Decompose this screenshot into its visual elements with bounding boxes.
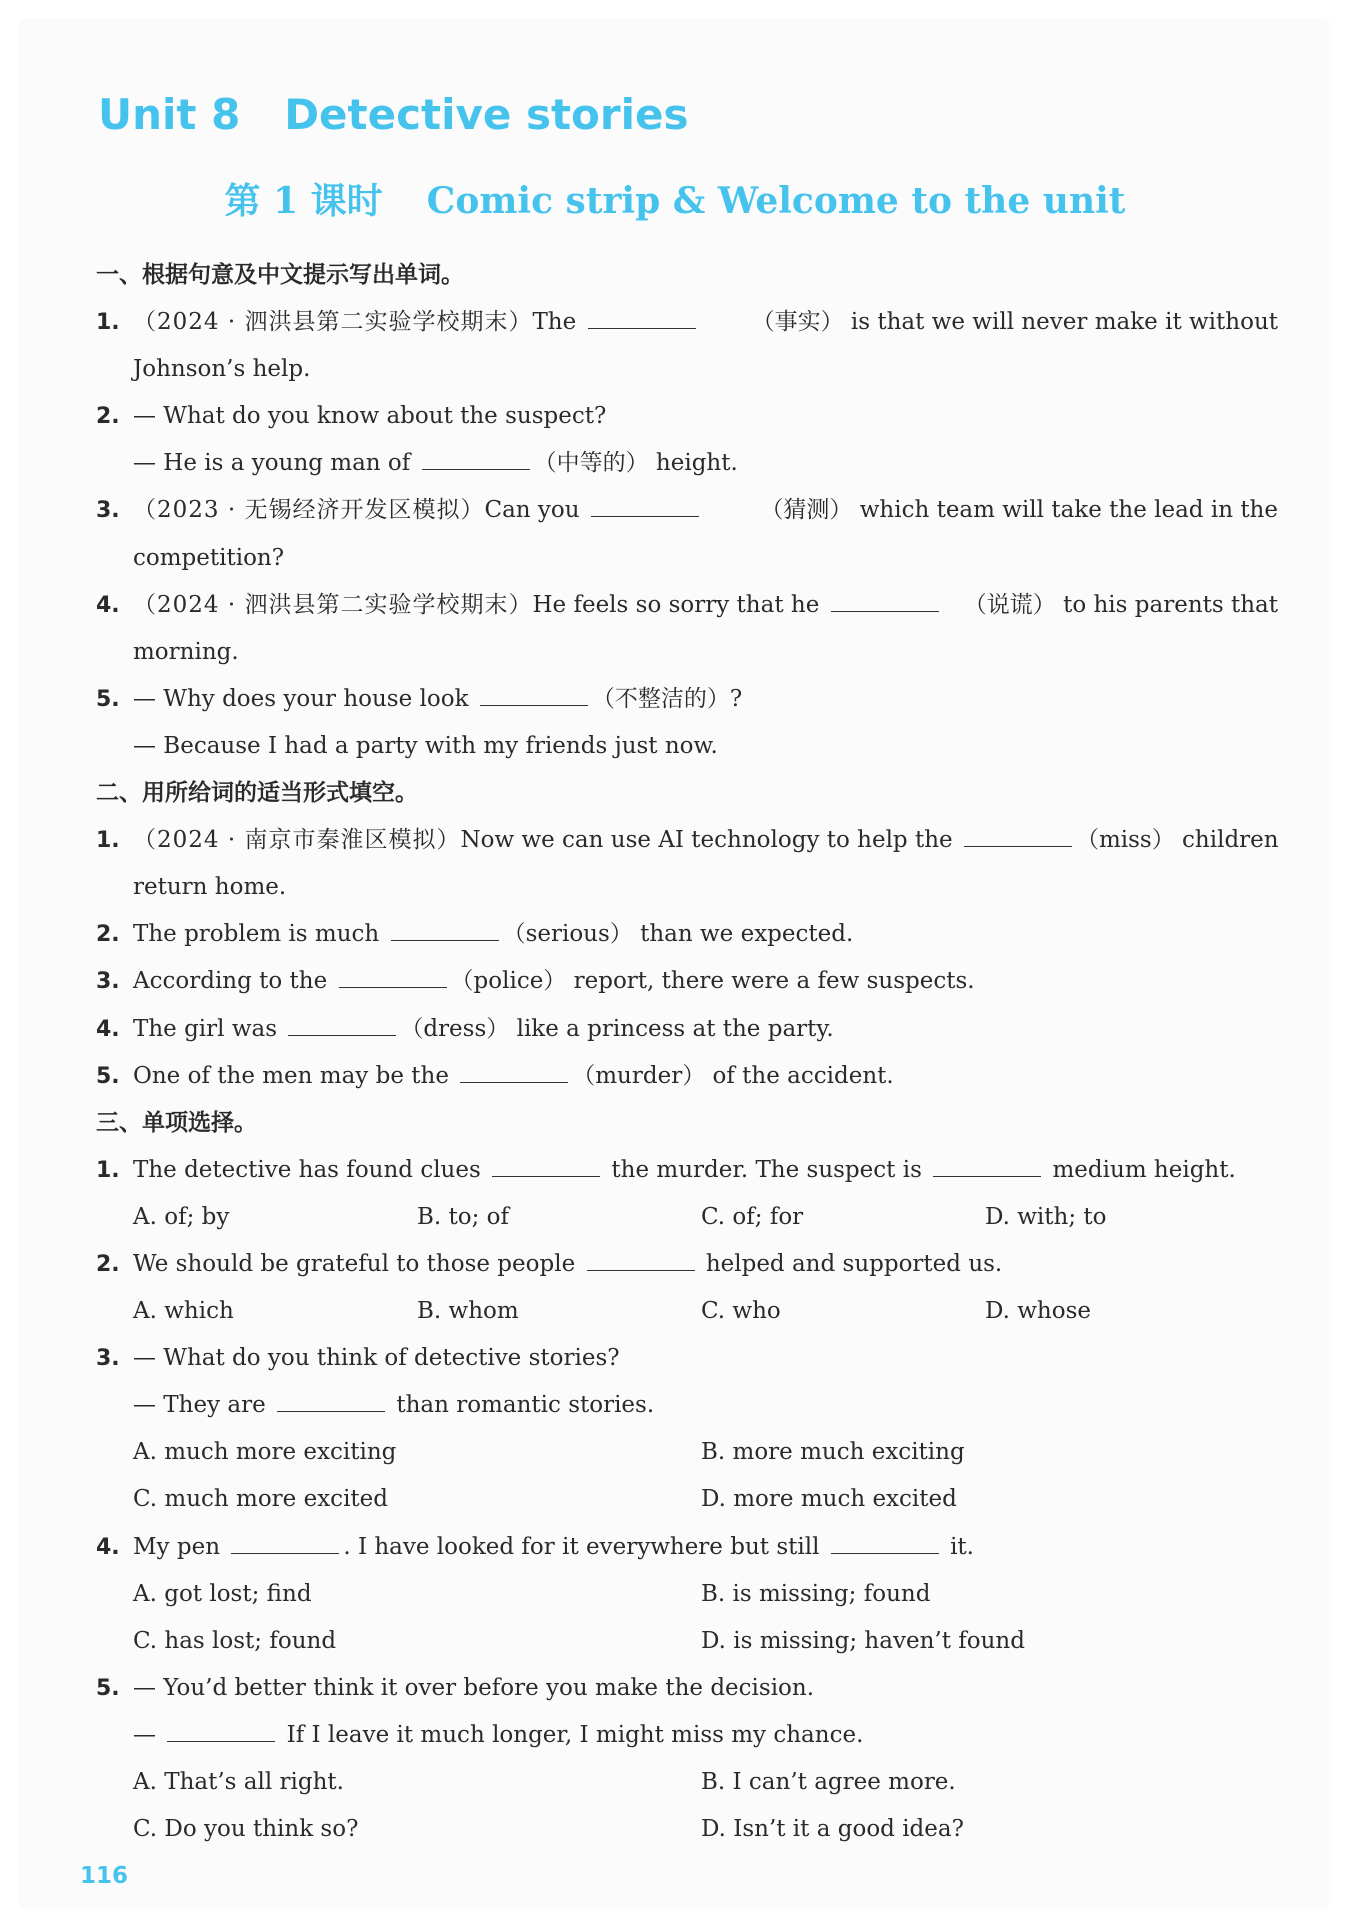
- option-c[interactable]: C. who: [701, 1298, 781, 1325]
- answer-blank[interactable]: [492, 1147, 600, 1177]
- question: [96, 817, 1278, 864]
- question-continuation: competition?: [133, 544, 285, 571]
- question-number: 5.: [96, 686, 120, 712]
- option-d[interactable]: D. more much excited: [701, 1486, 957, 1513]
- question: [96, 299, 1278, 346]
- option-c[interactable]: C. of; for: [701, 1203, 804, 1230]
- question-number: 1.: [96, 310, 120, 336]
- question: 4. My pen . I have looked for it everywhere but still it.: [96, 1524, 1278, 1571]
- answer-blank[interactable]: [588, 299, 696, 329]
- question-text: （2024 · 南京市秦淮区模拟）Now we can use AI technology to help the （miss） children: [133, 817, 1278, 864]
- question-text: （2024 · 泗洪县第二实验学校期末）He feels so sorry that he （说谎） to his parents that: [133, 582, 1278, 629]
- answer-blank[interactable]: [933, 1147, 1041, 1177]
- option-b[interactable]: B. I can’t agree more.: [701, 1769, 956, 1795]
- question-number: 4.: [96, 1016, 120, 1042]
- options-row: [96, 1759, 1278, 1806]
- question: 5. — Why does your house look （不整洁的）?: [96, 676, 1278, 723]
- question: [96, 487, 1278, 534]
- answer-blank[interactable]: [587, 1241, 695, 1271]
- worksheet-page: [18, 18, 1332, 1909]
- question: 5. One of the men may be the （murder） of the accident.: [96, 1053, 1278, 1100]
- option-c[interactable]: C. much more excited: [133, 1486, 388, 1513]
- question: 3. According to the （police） report, there were a few suspects.: [96, 958, 1278, 1005]
- question-number: 1.: [96, 828, 120, 854]
- option-a[interactable]: A. That’s all right.: [133, 1769, 344, 1795]
- question-text: （2023 · 无锡经济开发区模拟）Can you （猜测） which team will take the lead in the: [133, 487, 1278, 534]
- option-b[interactable]: B. more much exciting: [701, 1439, 965, 1466]
- option-c[interactable]: C. has lost; found: [133, 1627, 337, 1654]
- question-number: 3.: [96, 1346, 120, 1372]
- section-heading: 一、根据句意及中文提示写出单词。: [96, 262, 464, 288]
- question: 5. — You’d better think it over before you make the decision.: [96, 1665, 1278, 1712]
- question: 2. The problem is much （serious） than we expected.: [96, 911, 1278, 958]
- exercise-content: [96, 252, 1278, 1853]
- answer-blank[interactable]: [480, 676, 588, 706]
- question-number: 3.: [96, 969, 120, 995]
- question-continuation: return home.: [133, 874, 287, 901]
- option-a[interactable]: A. got lost; find: [133, 1580, 312, 1607]
- unit-title: Unit 8 Detective stories: [98, 90, 689, 139]
- answer-blank[interactable]: [964, 817, 1072, 847]
- option-d[interactable]: D. Isn’t it a good idea?: [701, 1816, 964, 1843]
- option-d[interactable]: D. is missing; haven’t found: [701, 1627, 1025, 1654]
- option-d[interactable]: D. with; to: [985, 1203, 1107, 1230]
- question: 3. — What do you think of detective stories?: [96, 1335, 1278, 1382]
- lesson-title: [18, 173, 1332, 224]
- answer-blank[interactable]: [231, 1524, 339, 1554]
- option-a[interactable]: A. which: [133, 1298, 234, 1325]
- question-number: 1.: [96, 1157, 120, 1183]
- answer-blank[interactable]: [167, 1712, 275, 1742]
- answer-blank[interactable]: [831, 582, 939, 612]
- question-number: 2.: [96, 922, 120, 948]
- answer-blank[interactable]: [422, 440, 530, 470]
- options-row: [96, 1194, 1278, 1241]
- options-row: [96, 1476, 1278, 1523]
- options-row: [96, 1429, 1278, 1476]
- page-number: 116: [80, 1863, 129, 1889]
- option-c[interactable]: C. Do you think so?: [133, 1816, 359, 1843]
- question-number: 2.: [96, 1251, 120, 1277]
- lesson-number: 第 1 课时: [224, 180, 383, 222]
- question-source: （2024 · 泗洪县第二实验学校期末）: [133, 309, 533, 336]
- question: [96, 582, 1278, 629]
- question: 2. We should be grateful to those people helped and supported us.: [96, 1241, 1278, 1288]
- section-heading: 三、单项选择。: [96, 1109, 257, 1136]
- question-continuation: — He is a young man of （中等的） height.: [96, 440, 1278, 487]
- question-source: （2024 · 泗洪县第二实验学校期末）: [133, 591, 533, 618]
- question-continuation: Johnson’s help.: [133, 356, 311, 383]
- question-continuation: — If I leave it much longer, I might miss my chance.: [96, 1712, 1278, 1759]
- option-d[interactable]: D. whose: [985, 1298, 1092, 1325]
- question-source: （2024 · 南京市秦淮区模拟）: [133, 827, 461, 854]
- option-b[interactable]: B. to; of: [417, 1203, 510, 1230]
- answer-blank[interactable]: [391, 911, 499, 941]
- question-text: （2024 · 泗洪县第二实验学校期末）The （事实） is that we will never make it without: [133, 299, 1278, 346]
- answer-blank[interactable]: [288, 1006, 396, 1036]
- answer-blank[interactable]: [339, 958, 447, 988]
- question: 2. — What do you know about the suspect?: [96, 393, 1278, 440]
- question-number: 4.: [96, 592, 120, 618]
- question-continuation: — Because I had a party with my friends just now.: [133, 732, 718, 759]
- question: 4. The girl was （dress） like a princess at the party.: [96, 1006, 1278, 1053]
- question-source: （2023 · 无锡经济开发区模拟）: [133, 497, 485, 524]
- options-row: [96, 1618, 1278, 1665]
- options-row: [96, 1806, 1278, 1853]
- option-b[interactable]: B. is missing; found: [701, 1580, 931, 1607]
- question-number: 5.: [96, 1063, 120, 1089]
- question-continuation: morning.: [133, 638, 239, 665]
- question-continuation: — They are than romantic stories.: [96, 1382, 1278, 1429]
- question-number: 2.: [96, 404, 120, 430]
- question-number: 3.: [96, 498, 120, 524]
- question-number: 5.: [96, 1675, 120, 1701]
- option-b[interactable]: B. whom: [417, 1298, 519, 1325]
- question-number: 4.: [96, 1534, 120, 1560]
- question: 1. The detective has found clues the murder. The suspect is medium height.: [96, 1147, 1278, 1194]
- options-row: [96, 1288, 1278, 1335]
- option-a[interactable]: A. of; by: [133, 1203, 230, 1230]
- answer-blank[interactable]: [277, 1382, 385, 1412]
- answer-blank[interactable]: [591, 487, 699, 517]
- lesson-name: Comic strip & Welcome to the unit: [426, 180, 1126, 222]
- answer-blank[interactable]: [831, 1524, 939, 1554]
- answer-blank[interactable]: [460, 1053, 568, 1083]
- options-row: [96, 1571, 1278, 1618]
- option-a[interactable]: A. much more exciting: [133, 1439, 397, 1466]
- section-heading: 二、用所给词的适当形式填空。: [96, 780, 418, 807]
